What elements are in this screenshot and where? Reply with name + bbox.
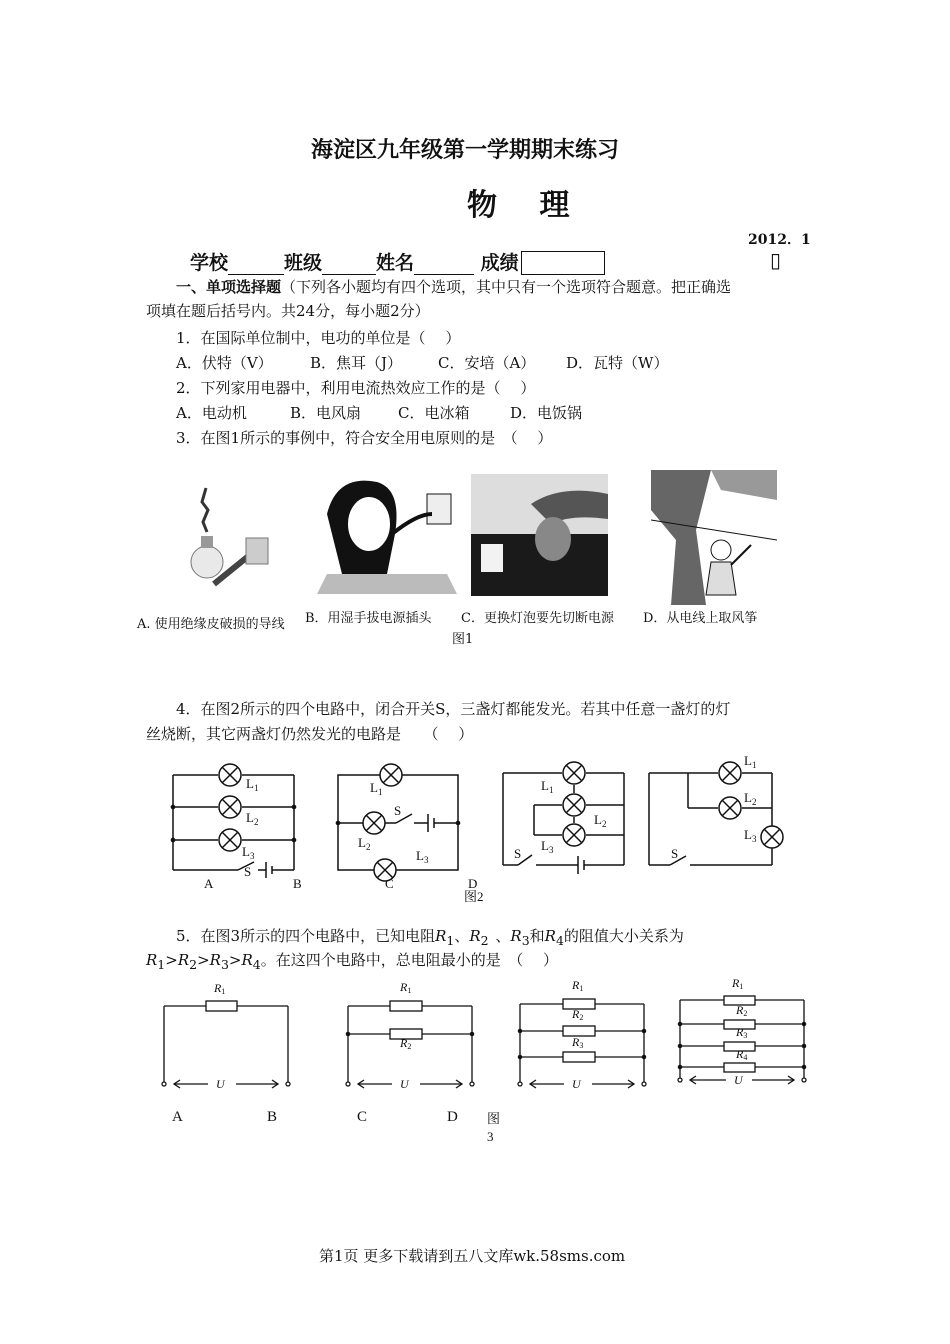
name-label: 姓名 <box>376 252 415 274</box>
class-field[interactable] <box>322 256 376 275</box>
c3a-u-label: U <box>216 1077 225 1091</box>
c2c-l3-label: $L_3$ <box>541 838 554 855</box>
c2b-switch-label: S <box>394 803 402 818</box>
caption-c: C．更换灯泡要先切断电源 <box>461 611 614 626</box>
c2b-l2-label: $L_2$ <box>358 835 371 852</box>
photo-b-wet-hand-plug <box>307 474 467 594</box>
exam-date: 2012．1 <box>748 232 811 248</box>
figure-1-label: 图1 <box>452 632 474 647</box>
photo-a-damaged-wire <box>176 480 272 596</box>
q1-stem: 1．在国际单位制中，电功的单位是（ ） <box>176 329 461 347</box>
c3b-u-label: U <box>400 1077 409 1091</box>
class-label: 班级 <box>284 252 323 274</box>
circuit-label-d: D <box>468 876 478 891</box>
photo-d-kite-wire <box>651 470 777 605</box>
circuit-2a <box>171 764 295 878</box>
q1-option-c: C．安培（A） <box>438 354 536 372</box>
q2-option-b: B．电风扇 <box>290 404 362 422</box>
figure-3-label-2: 3 <box>487 1129 494 1144</box>
subject-title: 物 理 <box>467 188 586 223</box>
c2c-l1-label: $L_1$ <box>541 778 554 795</box>
c3d-r2-label: R2 <box>736 1003 748 1018</box>
q4-stem-line2: 丝烧断，其它两盏灯仍然发光的电路是 （ ） <box>146 725 474 743</box>
c2b-l3-label: $L_3$ <box>416 848 429 865</box>
section-heading: 一、单项选择题 <box>176 278 282 296</box>
name-field[interactable] <box>414 256 474 275</box>
fig3-label-d: D <box>447 1109 458 1125</box>
c3d-r4-label: R4 <box>736 1047 748 1062</box>
circuit-3a <box>162 1001 290 1088</box>
c3a-r1-label: R1 <box>214 981 226 996</box>
page-footer: 第1页 更多下载请到五八文库wk.58sms.com <box>319 1247 626 1265</box>
c2c-l2-label: $L_2$ <box>594 812 607 829</box>
circuit-label-a: A <box>204 876 214 891</box>
q2-option-c: C．电冰箱 <box>398 404 470 422</box>
c2a-l2-label: $L_2$ <box>246 810 259 827</box>
c3b-r2-label: R2 <box>400 1036 412 1051</box>
c2c-switch-label: S <box>514 846 522 861</box>
c3d-r3-label: R3 <box>736 1025 748 1040</box>
fig3-label-a: A <box>172 1109 183 1125</box>
q2-option-a: A．电动机 <box>176 404 247 422</box>
figure-3-label-1: 图 <box>487 1111 501 1126</box>
c3c-r1-label: R1 <box>572 978 584 993</box>
q4-stem-line1: 4．在图2所示的四个电路中，闭合开关S，三盏灯都能发光。若其中任意一盏灯的灯 <box>176 700 731 718</box>
q2-stem: 2．下列家用电器中，利用电流热效应工作的是（ ） <box>176 379 536 397</box>
school-field[interactable] <box>228 256 284 275</box>
c2d-switch-label: S <box>671 846 679 861</box>
figure-3-circuits <box>150 972 820 1147</box>
fig3-label-b: B <box>267 1109 278 1125</box>
c2b-l1-label: $L_1$ <box>370 780 383 797</box>
figure-2-label: 图2 <box>464 889 484 904</box>
c2a-l1-label: $L_1$ <box>246 776 259 793</box>
c2a-l3-label: $L_3$ <box>242 844 255 861</box>
figure-2-circuits <box>140 750 820 910</box>
c3c-r2-label: R2 <box>572 1007 584 1022</box>
c2d-l2-label: $L_2$ <box>744 790 757 807</box>
c3d-r1-label: R1 <box>732 976 744 991</box>
c3c-r3-label: R3 <box>572 1035 584 1050</box>
caption-d: D．从电线上取风筝 <box>643 611 758 626</box>
photo-c-change-bulb <box>471 474 608 596</box>
circuit-label-c: C <box>385 876 394 891</box>
q3-stem: 3．在图1所示的事例中，符合安全用电原则的是 （ ） <box>176 429 553 447</box>
circuit-2b <box>336 764 459 881</box>
c2a-switch-label: S <box>244 864 252 879</box>
q1-option-d: D．瓦特（W） <box>566 354 669 372</box>
exam-title: 海淀区九年级第一学期期末练习 <box>311 138 620 163</box>
c2d-l3-label: $L_3$ <box>744 827 757 844</box>
score-box[interactable] <box>521 251 605 275</box>
circuit-2d <box>649 762 783 865</box>
c3c-u-label: U <box>572 1077 581 1091</box>
q2-option-d: D．电饭锅 <box>510 404 583 422</box>
section-instructions-line2: 项填在题后括号内。共24分，每小题2分） <box>146 302 430 320</box>
caption-a: A. 使用绝缘皮破损的导线 <box>137 617 285 632</box>
q1-option-b: B．焦耳（J） <box>310 354 403 372</box>
circuit-label-b: B <box>293 876 302 891</box>
q5-stem-line2: $R_1>R_2>R_3>R_4$。在这四个电路中，总电阻最小的是 （ ） <box>146 951 559 972</box>
caption-b: B．用湿手拔电源插头 <box>305 611 432 626</box>
score-label: 成绩 <box>480 252 519 274</box>
q1-option-a: A．伏特（V） <box>176 354 273 372</box>
c2d-l1-label: $L_1$ <box>744 753 757 770</box>
q5-stem-line1: 5．在图3所示的四个电路中，已知电阻$R_1$、$R_2$ 、$R_3$和$R_4$的阻值大小关系为 <box>176 927 684 948</box>
student-info-fields <box>190 248 605 275</box>
c3d-u-label: U <box>734 1073 743 1087</box>
c3b-r1-label: R1 <box>400 980 412 995</box>
fig3-label-c: C <box>357 1109 368 1125</box>
section-instructions-line1: 一、单项选择题（下列各小题均有四个选项，其中只有一个选项符合题意。把正确选 <box>176 278 732 296</box>
school-label: 学校 <box>190 252 229 274</box>
corner-mark: ▯ <box>770 248 782 272</box>
